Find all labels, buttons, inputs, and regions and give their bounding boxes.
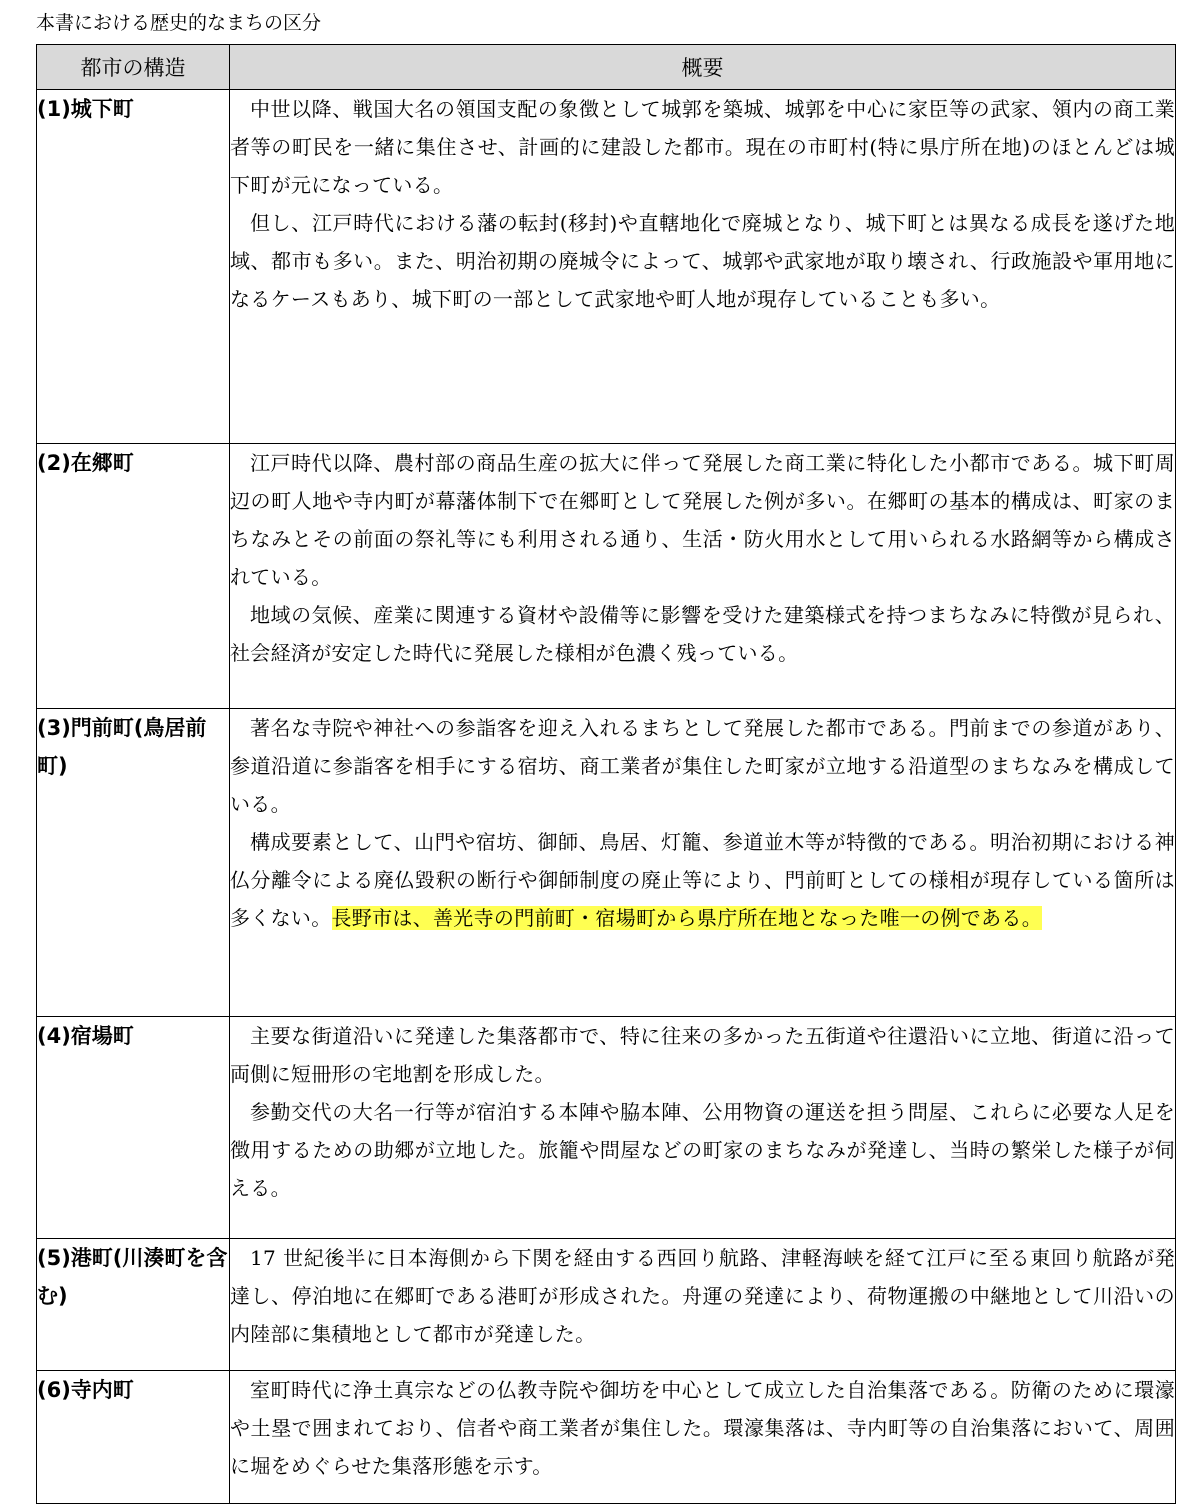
- summary-paragraph: 17 世紀後半に日本海側から下関を経由する西回り航路、津軽海峡を経て江戸に至る東回り航路が発達し、停泊地に在郷町である港町が形成された。舟運の発達により、荷物運搬の中継地として川沿いの内陸部に集積地として都市が発達した。: [230, 1246, 1175, 1346]
- summary-paragraph: [230, 823, 1175, 937]
- structure-cell: (4)宿場町: [37, 1017, 230, 1239]
- summary-paragraph: 著名な寺院や神社への参詣客を迎え入れるまちとして発展した都市である。門前までの参道があり、参道沿道に参詣客を相手にする宿坊、商工業者が集住した町家が立地する沿道型のまちなみを構成している。: [230, 716, 1175, 816]
- summary-cell: [230, 709, 1176, 1017]
- highlighted-text: 長野市は、善光寺の門前町・宿場町から県庁所在地となった唯一の例である。: [331, 906, 1042, 930]
- structure-cell: (5)港町(川湊町を含む): [37, 1239, 230, 1371]
- summary-paragraph: 参勤交代の大名一行等が宿泊する本陣や脇本陣、公用物資の運送を担う問屋、これらに必要な人足を徴用するための助郷が立地した。旅籠や問屋などの町家のまちなみが発達し、当時の繁栄した様子が伺える。: [230, 1100, 1175, 1200]
- summary-paragraph: 主要な街道沿いに発達した集落都市で、特に往来の多かった五街道や往還沿いに立地、街道に沿って両側に短冊形の宅地割を形成した。: [230, 1024, 1175, 1086]
- summary-cell: [230, 1239, 1176, 1371]
- table-row: [37, 444, 1176, 709]
- summary-paragraph: 但し、江戸時代における藩の転封(移封)や直轄地化で廃城となり、城下町とは異なる成長を遂げた地域、都市も多い。また、明治初期の廃城令によって、城郭や武家地が取り壊され、行政施設や軍用地になるケースもあり、城下町の一部として武家地や町人地が現存していることも多い。: [230, 211, 1175, 311]
- header-structure: 都市の構造: [37, 45, 230, 90]
- summary-cell: [230, 444, 1176, 709]
- table-row: [37, 1239, 1176, 1371]
- table-row: [37, 1017, 1176, 1239]
- summary-text: 構成要素として、山門や宿坊、御師、鳥居、灯籠、参道並木等が特徴的である。明治初期における神仏分離令による廃仏毀釈の断行や御師制度の廃止等により、門前町としての様相が現存している箇所は多くない。: [230, 830, 1175, 930]
- table-header-row: [37, 45, 1176, 90]
- summary-paragraph: 地域の気候、産業に関連する資材や設備等に影響を受けた建築様式を持つまちなみに特徴が見られ、社会経済が安定した時代に発展した様相が色濃く残っている。: [230, 603, 1175, 665]
- town-classification-table: [36, 44, 1176, 1504]
- page-title: 本書における歴史的なまちの区分: [36, 12, 322, 34]
- summary-paragraph: 室町時代に浄土真宗などの仏教寺院や御坊を中心として成立した自治集落である。防衛のために環濠や土塁で囲まれており、信者や商工業者が集住した。環濠集落は、寺内町等の自治集落において、周囲に堀をめぐらせた集落形態を示す。: [230, 1378, 1175, 1478]
- summary-paragraph: 江戸時代以降、農村部の商品生産の拡大に伴って発展した商工業に特化した小都市である。城下町周辺の町人地や寺内町が幕藩体制下で在郷町として発展した例が多い。在郷町の基本的構成は、町家のまちなみとその前面の祭礼等にも利用される通り、生活・防火用水として用いられる水路網等から構成されている。: [230, 451, 1175, 589]
- structure-cell: (6)寺内町: [37, 1371, 230, 1504]
- summary-cell: [230, 1017, 1176, 1239]
- structure-cell: (3)門前町(鳥居前町): [37, 709, 230, 1017]
- summary-cell: [230, 90, 1176, 444]
- table-row: [37, 709, 1176, 1017]
- structure-cell: (2)在郷町: [37, 444, 230, 709]
- table-row: [37, 90, 1176, 444]
- header-summary: 概要: [230, 45, 1176, 90]
- structure-cell: (1)城下町: [37, 90, 230, 444]
- summary-paragraph: 中世以降、戦国大名の領国支配の象徴として城郭を築城、城郭を中心に家臣等の武家、領内の商工業者等の町民を一緒に集住させ、計画的に建設した都市。現在の市町村(特に県庁所在地)のほとんどは城下町が元になっている。: [230, 97, 1175, 197]
